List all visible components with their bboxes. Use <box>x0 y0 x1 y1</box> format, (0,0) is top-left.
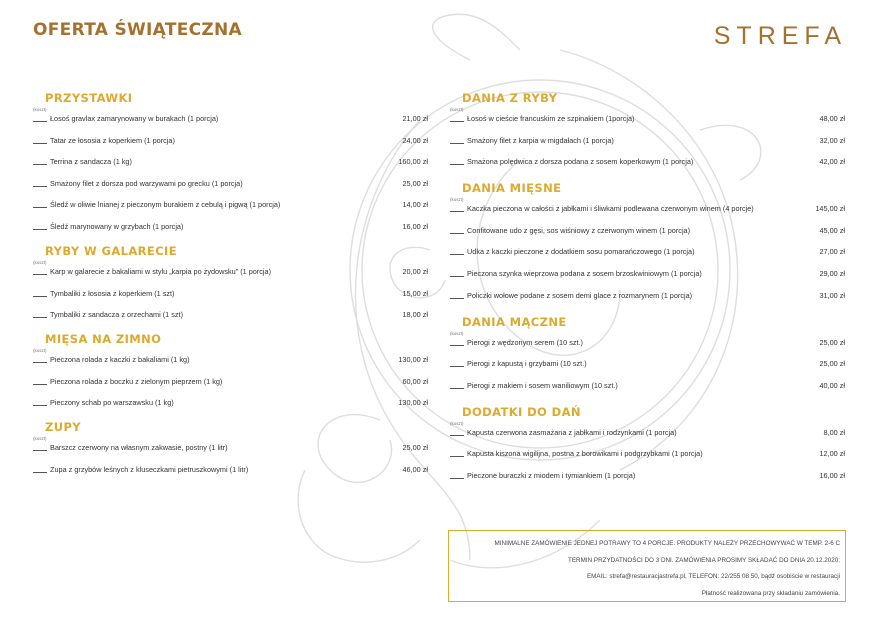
section-title: MIĘSA NA ZIMNO <box>45 332 162 347</box>
section-title: PRZYSTAWKI <box>45 91 133 105</box>
quantity-blank <box>33 405 47 406</box>
cost-note: (koszt) <box>450 197 464 203</box>
item-name: Pierogi z makiem i sosem waniliowym (10 szt.) <box>467 380 618 390</box>
menu-section <box>450 315 845 391</box>
menu-item <box>450 112 845 124</box>
quantity-blank <box>450 143 464 144</box>
item-price: 45,00 zł <box>819 225 845 235</box>
menu-section <box>33 244 428 320</box>
section-title: DANIA MĄCZNE <box>462 314 567 329</box>
menu-item <box>33 353 428 365</box>
item-name: Tymbaliki z łososia z koperkiem (1 szt) <box>50 288 175 298</box>
notice-line: TERMIN PRZYDATNOŚCI DO 3 DNI. ZAMÓWIENIA PROSIMY SKŁADAĆ DO DNIA 20.12.2020: <box>568 556 840 564</box>
menu-section <box>33 332 428 408</box>
item-name: Smażony filet z karpia w migdałach (1 porcja) <box>467 135 614 145</box>
menu-item <box>450 426 845 438</box>
item-price: 25,00 zł <box>402 443 428 453</box>
menu-section <box>33 420 428 475</box>
cost-note: (koszt) <box>33 348 47 354</box>
item-name: Terrina z sandacza (1 kg) <box>50 157 132 167</box>
menu-item <box>450 202 845 214</box>
item-name: Barszcz czerwony na własnym zakwasie, postny (1 litr) <box>50 443 228 453</box>
notice-line: EMAIL: strefa@restauracjastrefa.pl, TELEFON: 22/255 08 50, bądź osobiście w restauracji <box>586 573 840 580</box>
item-price: 160,00 zł <box>398 157 428 167</box>
menu-section <box>450 405 845 481</box>
item-name: Tymbaliki z sandacza z orzechami (1 szt) <box>50 310 184 320</box>
menu-item <box>33 387 428 409</box>
menu-item <box>450 459 845 481</box>
item-name: Karp w galarecie z bakaliami w stylu „karpia po żydowsku” (1 porcja) <box>50 266 272 276</box>
item-name: Pieczony schab po warszawsku (1 kg) <box>50 398 174 408</box>
notice-line: Płatność realizowana przy składaniu zamówienia. <box>701 589 840 597</box>
cost-note: (koszt) <box>33 259 47 265</box>
menu-item <box>33 453 428 475</box>
menu-item <box>33 146 428 168</box>
quantity-blank <box>450 388 464 389</box>
quantity-blank <box>33 186 47 187</box>
item-name: Pieczona rolada z kaczki z bakaliami (1 kg) <box>50 355 190 365</box>
item-price: 16,00 zł <box>819 470 845 480</box>
item-price: 12,00 zł <box>819 449 845 459</box>
item-price: 25,00 zł <box>819 359 845 369</box>
menu-item <box>450 369 845 391</box>
item-price: 60,00 zł <box>402 376 428 386</box>
quantity-blank <box>450 164 464 165</box>
item-price: 8,00 zł <box>823 427 845 437</box>
menu-item <box>33 299 428 321</box>
item-name: Tatar ze łososia z koperkiem (1 porcja) <box>50 135 175 145</box>
item-price: 145,00 zł <box>815 204 845 214</box>
section-title: DODATKI DO DAŃ <box>462 404 581 419</box>
page-title: OFERTA ŚWIĄTECZNA <box>33 20 243 40</box>
left-column <box>33 91 428 475</box>
item-price: 14,00 zł <box>402 200 428 210</box>
quantity-blank <box>450 366 464 367</box>
item-name: Smażony filet z dorsza pod warzywami po grecku (1 porcja) <box>50 178 243 188</box>
item-price: 48,00 zł <box>819 114 845 123</box>
quantity-blank <box>33 274 47 275</box>
quantity-blank <box>450 478 464 479</box>
quantity-blank <box>450 121 464 122</box>
item-name: Kapusta czerwona zasmażana z jabłkami i rodzynkami (1 porcja) <box>467 427 677 437</box>
cost-note: (koszt) <box>450 107 464 112</box>
menu-item <box>450 124 845 146</box>
item-price: 130,00 zł <box>398 355 428 365</box>
item-price: 27,00 zł <box>819 247 845 257</box>
item-price: 24,00 zł <box>402 135 428 145</box>
item-name: Confitowane udo z gęsi, sos wiśniowy z czerwonym winem (1 porcja) <box>467 225 691 235</box>
item-name: Pieczona szynka wieprzowa podana z sosem brzoskwiniowym (1 porcja) <box>467 268 702 278</box>
quantity-blank <box>33 450 47 451</box>
item-price: 32,00 zł <box>819 135 845 145</box>
item-name: Zupa z grzybów leśnych z kluseczkami pietruszkowymi (1 litr) <box>50 464 249 474</box>
notice-line: MINIMALNE ZAMÓWIENIE JEDNEJ POTRAWY TO 4 PORCJE. PRODUKTY NALEŻY PRZECHOWYWAĆ W TEMP. 2-6 C <box>494 540 840 547</box>
menu-item <box>33 441 428 453</box>
menu-item <box>33 124 428 146</box>
menu-item <box>450 146 845 168</box>
menu-item <box>450 336 845 348</box>
quantity-blank <box>450 233 464 234</box>
section-title: DANIA Z RYBY <box>462 91 558 105</box>
brand-logo: STREFA <box>713 22 847 50</box>
section-title: ZUPY <box>45 420 82 435</box>
menu-item <box>450 348 845 370</box>
item-price: 40,00 zł <box>819 380 845 390</box>
menu-item <box>450 236 845 258</box>
quantity-blank <box>33 207 47 208</box>
quantity-blank <box>450 435 464 436</box>
cost-note: (koszt) <box>450 420 464 426</box>
quantity-blank <box>450 211 464 212</box>
item-name: Łosoś gravlax zamarynowany w burakach (1 porcja) <box>50 114 219 123</box>
item-name: Łosoś w cieście francuskim ze szpinakiem (1porcja) <box>467 114 635 123</box>
item-name: Pierogi z wędzonym serem (10 szt.) <box>467 337 583 347</box>
menu-item <box>33 365 428 387</box>
item-price: 42,00 zł <box>819 157 845 167</box>
menu-section <box>450 181 845 300</box>
item-name: Pierogi z kapustą i grzybami (10 szt.) <box>467 359 587 369</box>
quantity-blank <box>450 298 464 299</box>
section-title: RYBY W GALARECIE <box>45 243 177 258</box>
menu-section <box>33 91 428 232</box>
quantity-blank <box>33 362 47 363</box>
menu-section <box>450 91 845 167</box>
item-price: 16,00 zł <box>402 221 428 231</box>
item-name: Udka z kaczki pieczone z dodatkiem sosu pomarańczowego (1 porcja) <box>467 247 695 257</box>
item-name: Policzki wołowe podane z sosem demi glace z rozmarynem (1 porcja) <box>467 290 693 300</box>
quantity-blank <box>33 317 47 318</box>
quantity-blank <box>33 164 47 165</box>
cost-note: (koszt) <box>33 107 47 112</box>
item-name: Śledź marynowany w grzybach (1 porcja) <box>50 221 184 231</box>
item-price: 25,00 zł <box>402 178 428 188</box>
quantity-blank <box>450 456 464 457</box>
quantity-blank <box>450 276 464 277</box>
menu-item <box>450 257 845 279</box>
item-name: Kapusta kiszona wigilijna, postna z borowikami i podgrzybkami (1 porcja) <box>467 449 703 459</box>
quantity-blank <box>33 143 47 144</box>
item-price: 21,00 zł <box>402 114 428 123</box>
menu-item <box>33 265 428 277</box>
order-notice-box <box>448 530 846 602</box>
item-price: 25,00 zł <box>819 337 845 347</box>
menu-item <box>33 189 428 211</box>
quantity-blank <box>450 254 464 255</box>
quantity-blank <box>33 296 47 297</box>
item-name: Pieczona rolada z boczku z zielonym pieprzem (1 kg) <box>50 376 223 386</box>
menu-item <box>450 438 845 460</box>
item-price: 130,00 zł <box>398 398 428 408</box>
menu-item <box>33 210 428 232</box>
item-price: 20,00 zł <box>402 266 428 276</box>
item-price: 29,00 zł <box>819 268 845 278</box>
item-price: 18,00 zł <box>402 310 428 320</box>
quantity-blank <box>33 121 47 122</box>
menu-item <box>33 167 428 189</box>
item-price: 46,00 zł <box>402 464 428 474</box>
item-name: Pieczone buraczki z miodem i tymiankiem (1 porcja) <box>467 470 636 480</box>
quantity-blank <box>33 229 47 230</box>
quantity-blank <box>33 472 47 473</box>
menu-item <box>33 112 428 124</box>
item-price: 15,00 zł <box>402 288 428 298</box>
menu-item <box>33 277 428 299</box>
right-column <box>450 91 845 481</box>
section-title: DANIA MIĘSNE <box>462 181 562 196</box>
item-name: Śledź w oliwie lnianej z pieczonym burakiem z cebulą i pigwą (1 porcja) <box>50 200 281 210</box>
menu-item <box>450 279 845 301</box>
item-name: Smażona polędwica z dorsza podana z sosem koperkowym (1 porcja) <box>467 157 694 167</box>
item-price: 31,00 zł <box>819 290 845 300</box>
quantity-blank <box>33 384 47 385</box>
menu-item <box>450 214 845 236</box>
cost-note: (koszt) <box>450 330 464 336</box>
quantity-blank <box>450 345 464 346</box>
cost-note: (koszt) <box>33 436 47 442</box>
item-name: Kaczka pieczona w całości z jabłkami i śliwkami podlewana czerwonym winem (4 porcje) <box>467 204 754 214</box>
